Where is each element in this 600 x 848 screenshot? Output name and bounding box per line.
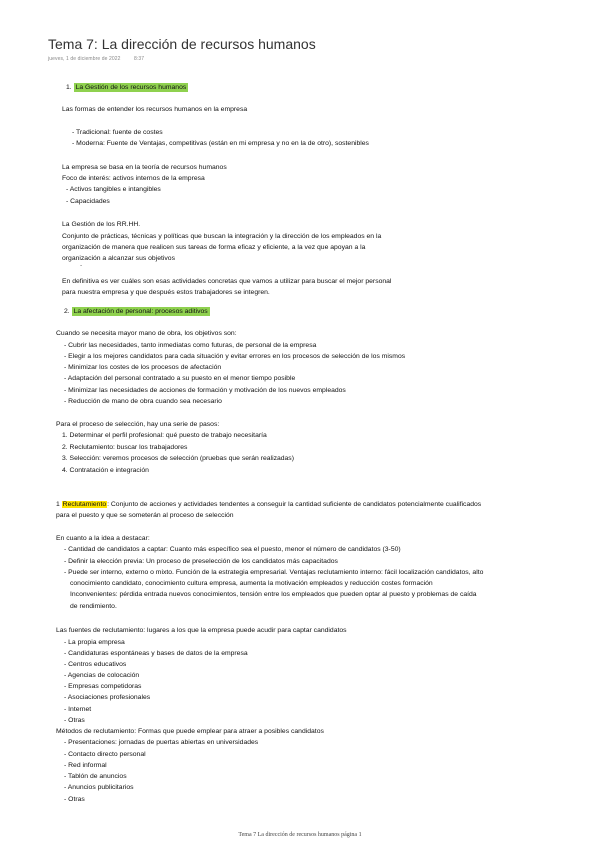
line-text: - Elegir a los mejores candidatos para cada situación y evitar errores en los procesos de selección de los mismos: [64, 353, 406, 360]
line-text: de rendimiento.: [70, 603, 117, 610]
line-text: - Capacidades: [66, 198, 110, 205]
line-text: - Internet: [64, 706, 92, 713]
text-line: [62, 432, 267, 440]
page-date: [48, 56, 156, 62]
line-text: Foco de interés: activos internos de la empresa: [62, 175, 205, 182]
line-text: - Adaptación del personal contratado a su puesto en el menor tiempo posible: [64, 375, 296, 382]
text-line: [62, 444, 187, 452]
highlighted-heading: La Gestión de los recursos humanos: [75, 84, 187, 91]
text-line: [56, 330, 237, 338]
text-line: [64, 387, 346, 395]
line-text: La empresa se basa en la teoría de recursos humanos: [62, 164, 227, 171]
text-line: [64, 661, 126, 669]
line-text: - Agencias de colocación: [64, 672, 140, 679]
text-line: [64, 751, 146, 759]
line-text: - Anuncios publicitarios: [64, 784, 134, 791]
line-text: Métodos de reclutamiento: Formas que puede emplear para atraer a posibles candidatos: [56, 728, 324, 735]
text-line: [64, 672, 139, 680]
line-text: - Cantidad de candidatos a captar: Cuanto más específico sea el puesto, menor el número de candidatos (3-50): [64, 546, 401, 553]
time-text: 8:37: [134, 56, 145, 62]
line-text: - Centros educativos: [64, 661, 127, 668]
line-text: - Moderna: Fuente de Ventajas, competitivas (están en mi empresa y no en la de otro), sostenibles: [72, 140, 369, 147]
line-text: - Cubrir las necesidades, tanto inmediatas como futuras, de personal de la empresa: [64, 342, 317, 349]
highlighted-heading: Reclutamiento: [62, 501, 107, 508]
text-line: [72, 140, 369, 148]
page-title: Tema 7: La dirección de recursos humanos: [48, 36, 316, 52]
line-text: - Definir la elección previa: Un proceso de preselección de los candidatos más capacitados: [64, 558, 338, 565]
text-line: [62, 278, 391, 286]
line-text: organización a alcanzar sus objetivos: [62, 255, 175, 262]
text-line: [64, 546, 401, 554]
text-line: [66, 198, 110, 206]
line-text: 1.: [66, 84, 74, 91]
text-line: [66, 186, 161, 194]
line-text: 1. Determinar el perfil profesional: qué puesto de trabajo necesitaría: [62, 432, 267, 439]
text-line: [70, 603, 117, 611]
line-text: - Puede ser interno, externo o mixto. Función de la estrategia empresarial. Ventajas reclutamiento interno: fácil localización candidatos, alto: [64, 569, 484, 576]
text-line: [64, 398, 222, 406]
highlighted-heading: La afectación de personal: procesos aditivos: [73, 308, 208, 315]
line-text: - Tablón de anuncios: [64, 773, 127, 780]
line-text-after: : Conjunto de acciones y actividades tendentes a conseguir la cantidad suficiente de candidatos potencialmente cualificados: [107, 501, 482, 508]
line-text: - Tradicional: fuente de costes: [72, 129, 163, 136]
line-text: - Presentaciones: jornadas de puertas abiertas en universidades: [64, 739, 259, 746]
text-line: [62, 244, 365, 252]
line-text: - Empresas competidoras: [64, 683, 142, 690]
text-line: [64, 717, 85, 725]
text-line: [62, 175, 205, 183]
text-line: [62, 164, 227, 172]
text-line: [56, 728, 324, 736]
text-line: [62, 467, 149, 475]
line-text: - Reducción de mano de obra cuando sea necesario: [64, 398, 222, 405]
line-text: - Minimizar los costes de los procesos de afectación: [64, 364, 222, 371]
text-line: [62, 289, 270, 297]
date-text: jueves, 1 de diciembre de 2022: [48, 56, 121, 62]
text-line: [56, 421, 219, 429]
line-text: para el puesto y que se someterán al proceso de selección: [56, 512, 234, 519]
line-text: - Asociaciones profesionales: [64, 694, 151, 701]
line-text: organización de manera que realicen sus tareas de forma eficaz y eficiente, a la vez que apoyan a la: [62, 244, 366, 251]
line-text: 1: [56, 501, 62, 508]
text-line: [62, 455, 294, 463]
text-line: [62, 233, 381, 241]
text-line: [64, 762, 107, 770]
text-line: [64, 639, 125, 647]
text-line: [64, 739, 258, 747]
line-text: Conjunto de prácticas, técnicas y políticas que buscan la integración y la dirección de los empleados en la: [62, 233, 382, 240]
text-line: [64, 364, 221, 372]
text-line: [64, 694, 150, 702]
text-line: [64, 773, 127, 781]
text-line: [64, 683, 141, 691]
line-text: - Red informal: [64, 762, 107, 769]
text-line: [56, 535, 150, 543]
line-text: La Gestión de los RR.HH.: [62, 221, 141, 228]
text-line: [64, 353, 405, 361]
line-text: - Activos tangibles e intangibles: [66, 186, 161, 193]
text-line: [70, 580, 433, 588]
line-text: 4. Contratación e integración: [62, 467, 149, 474]
line-text: - Minimizar las necesidades de acciones de formación y motivación de los nuevos empleados: [64, 387, 346, 394]
text-line: [66, 84, 188, 92]
text-line: [72, 129, 163, 137]
page-footer: Tema 7 La dirección de recursos humanos página 1: [238, 832, 362, 838]
line-text: para nuestra empresa y que después estos trabajadores se integren.: [62, 289, 270, 296]
line-text: En cuanto a la idea a destacar:: [56, 535, 150, 542]
line-text: - Contacto directo personal: [64, 751, 146, 758]
text-line: [64, 569, 483, 577]
text-line: [56, 627, 347, 635]
line-text: - Candidaturas espontáneas y bases de datos de la empresa: [64, 650, 248, 657]
line-text: 2.: [64, 308, 72, 315]
line-text: Inconvenientes: pérdida entrada nuevos conocimientos, tensión entre los empleados que pueden optar al puesto y problemas de caída: [70, 591, 477, 598]
text-line: [64, 308, 210, 316]
text-line: [64, 784, 134, 792]
text-line: [64, 796, 85, 804]
line-text: 3. Selección: veremos procesos de selección (pruebas que serán realizadas): [62, 455, 294, 462]
text-line: [70, 591, 477, 599]
line-text: 2. Reclutamiento: buscar los trabajadores: [62, 444, 188, 451]
text-line: [62, 255, 175, 263]
line-text: Las fuentes de reclutamiento: lugares a los que la empresa puede acudir para captar candidatos: [56, 627, 347, 634]
line-text: - Otras: [64, 796, 85, 803]
line-text: - La propia empresa: [64, 639, 125, 646]
line-text: Cuando se necesita mayor mano de obra, los objetivos son:: [56, 330, 237, 337]
text-line: [64, 375, 295, 383]
text-line: [64, 650, 248, 658]
text-line: [64, 706, 91, 714]
line-text: - Otras: [64, 717, 85, 724]
text-line: [64, 342, 316, 350]
line-text: Las formas de entender los recursos humanos en la empresa: [62, 106, 248, 113]
line-text: Para el proceso de selección, hay una serie de pasos:: [56, 421, 220, 428]
text-line: [64, 558, 338, 566]
line-text: conocimiento candidato, conocimiento cultura empresa, aumenta la motivación empleados y reducción costes formación: [70, 580, 433, 587]
text-line: [62, 221, 140, 229]
text-line: [62, 106, 247, 114]
text-line: [56, 512, 234, 520]
line-text: En definitiva es ver cuáles son esas actividades concretas que vamos a utilizar para buscar el mejor personal: [62, 278, 392, 285]
text-line: [56, 501, 481, 509]
text-line: [80, 265, 82, 273]
line-text: `: [80, 265, 83, 272]
